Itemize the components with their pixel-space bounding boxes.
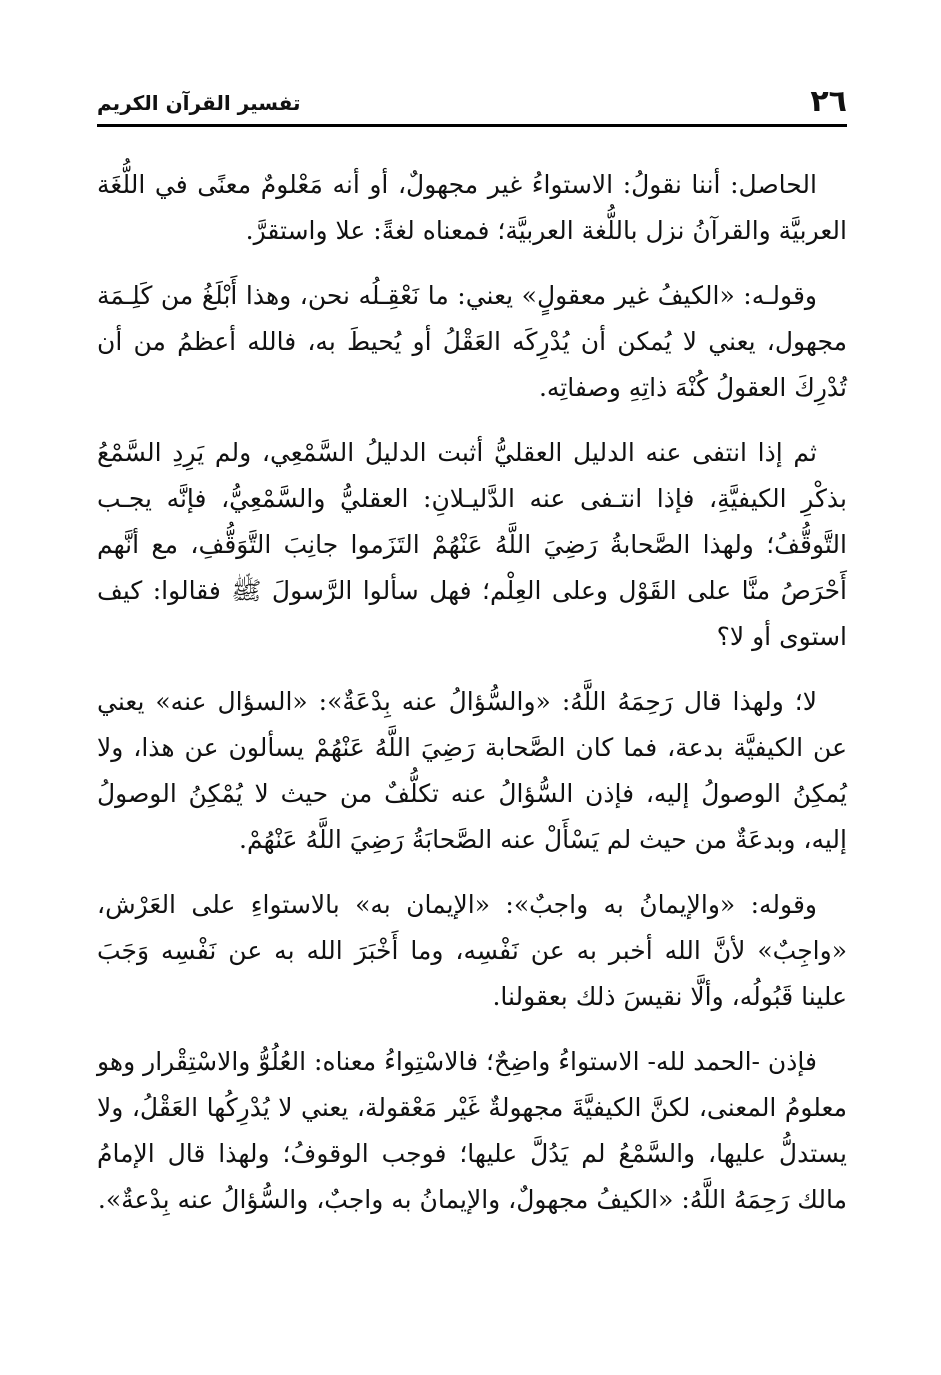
paragraph-evidence: ثم إذا انتفى عنه الدليل العقليُّ أثبت الدليلُ السَّمْعِي، ولم يَرِدِ السَّمْعُ بذكْرِ الكيفيَّةِ، فإذا انتـفى عنه الدَّليـلانِ: العقليُّ والسَّمْعِيُّ، فإنَّه يجـب التَّوقُّفُ؛ ولهذا الصَّحابةُ رَضِيَ اللَّهُ عَنْهُمْ التَزَموا جانِبَ التَّوَقُّفِ، مع أنَّهم أَحْرَصُ منَّا على القَوْل وعلى العِلْم؛ فهل سألوا الرَّسولَ ﷺ فقالوا: كيف استوى أو لا؟ (97, 438, 847, 651)
book-title: تفسير القرآن الكريم (97, 91, 301, 115)
page-header (97, 82, 847, 127)
page-number: ٢٦ (810, 84, 847, 119)
page-body (97, 162, 847, 1242)
paragraph-question-bidah: لا؛ ولهذا قال رَحِمَهُ اللَّهُ: «والسُّؤالُ عنه بِدْعَةٌ»: «السؤال عنه» يعني عن الكيفيَّة بدعة، فما كان الصَّحابة رَضِيَ اللَّهُ عَنْهُمْ يسألون عن هذا، ولا يُمكِنُ الوصولُ إليه، فإذن السُّؤالُ عنه تكلُّفٌ من حيث لا يُمْكِنُ الوصولُ إليه، وبدعَةٌ من حيث لم يَسْأَلْ عنه الصَّحابَةُ رَضِيَ اللَّهُ عَنْهُمْ. (97, 687, 847, 854)
paragraph-conclusion: الحاصل: أننا نقولُ: الاستواءُ غير مجهولٌ، أو أنه مَعْلومٌ معنًى في اللُّغَة العربيَّة والقرآنُ نزل باللُّغة العربيَّة؛ فمعناه لغةً: علا واستقرَّ. (97, 170, 847, 245)
paragraph-iman-wajib: وقوله: «والإيمانُ به واجبٌ»: «الإيمان به» بالاستواءِ على العَرْش، «واجِبٌ» لأنَّ الله أخبر به عن نَفْسِه، وما أَخْبَرَ الله به عن نَفْسِه وَجَبَ علينا قَبُولُه، وألَّا نقيسَ ذلك بعقولنا. (97, 890, 847, 1011)
paragraph-summary: فإذن -الحمد لله- الاستواءُ واضِحٌ؛ فالاسْتِواءُ معناه: العُلُوُّ والاسْتِقْرار وهو معلومُ المعنى، لكنَّ الكيفيَّةَ مجهولةٌ غَيْر مَعْقولة، يعني لا يُدْرِكُها العَقْلُ، ولا يستدلُّ عليها، والسَّمْعُ لم يَدُلَّ عليها؛ فوجب الوقوفُ؛ ولهذا قال الإمامُ مالك رَحِمَهُ اللَّهُ: «الكيفُ مجهولٌ، والإيمانُ به واجبٌ، والسُّؤالُ عنه بِدْعةٌ». (97, 1047, 847, 1214)
paragraph-kayf-ghayr-maqul: وقولـه: «الكيفُ غير معقولٍ» يعني: ما نَعْقِـلُه نحن، وهذا أَبْلَغُ من كَلِـمَة مجهول، يعني لا يُمكن أن يُدْرِكَه العَقْلُ أو يُحيطَ به، فالله أعظمُ من أن تُدْرِكَ العقولُ كُنْهَ ذاتِهِ وصفاتِه. (97, 281, 847, 402)
